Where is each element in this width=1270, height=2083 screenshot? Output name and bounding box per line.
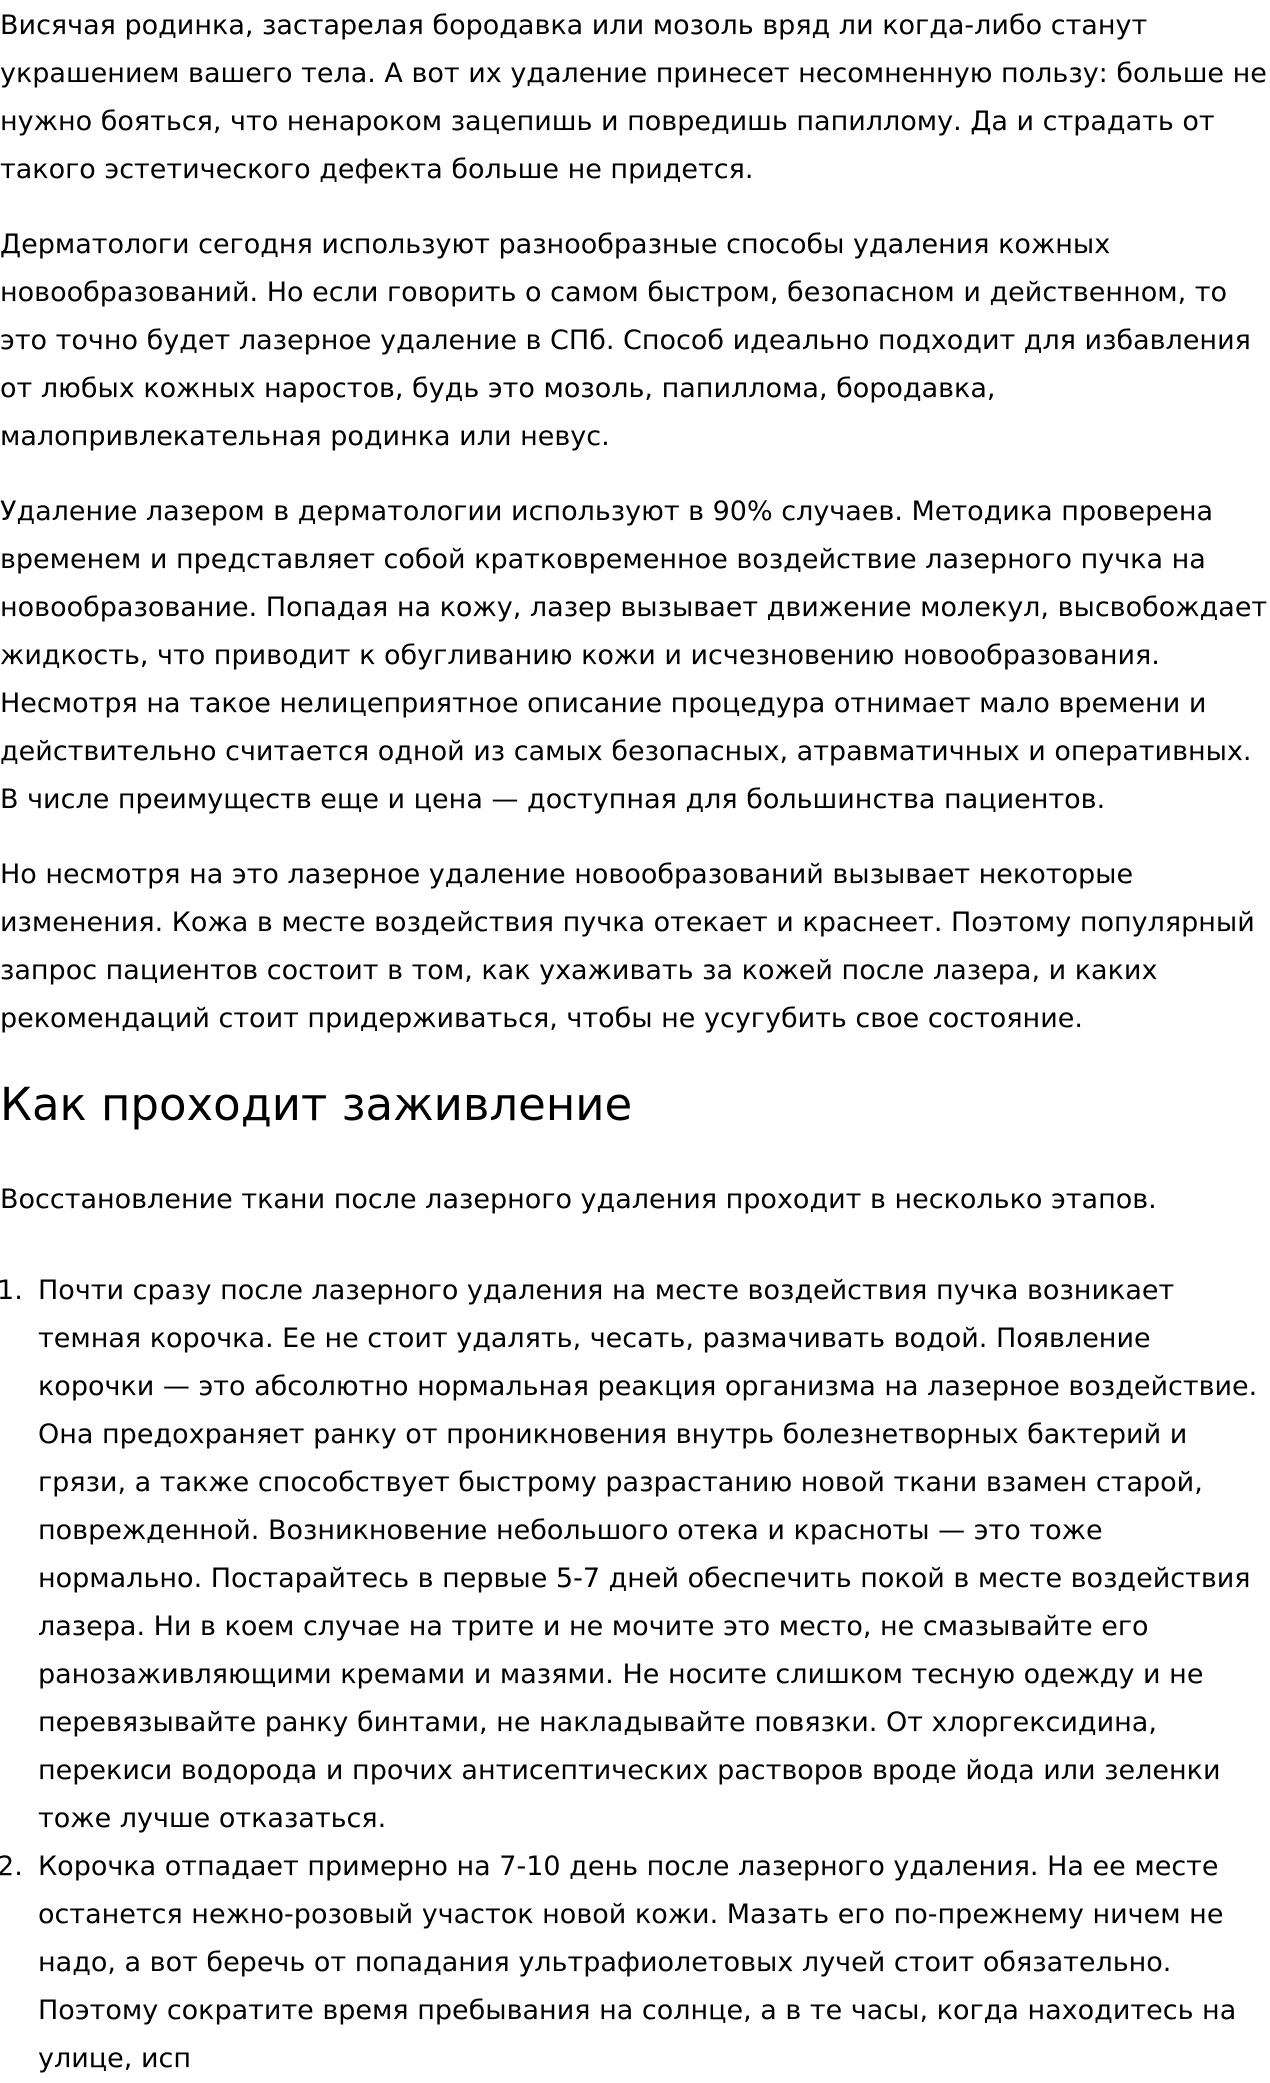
intro-paragraph-3: Удаление лазером в дерматологии используют в 90% случаев. Методика проверена временем и представляет собой кратковременное воздействие лазерного пучка на новообразование. Попадая на кожу, лазер вызывает движение молекул, высвобождает жидкость, что приводит к обугливанию кожи и исчезновению новообразования. Несмотря на такое нелицеприятное описание процедура отнимает мало времени и действительно считается одной из самых безопасных, атравматичных и оперативных. В числе преимуществ еще и цена — доступная для большинства пациентов. [0,496,1268,815]
section-heading-healing: Как проходит заживление [0,1078,633,1131]
healing-step-item: Почти сразу после лазерного удаления на месте воздействия пучка возникает темная корочка. Ее не стоит удалять, чесать, размачивать водой. Появление корочки — это абсолютно нормальная реакция организма на лазерное воздействие. Она предохраняет ранку от проникновения внутрь болезнетворных бактерий и грязи, а также способствует быстрому разрастанию новой ткани взамен старой, поврежденной. Возникновение небольшого отека и красноты — это тоже нормально. Постарайтесь в первые 5-7 дней обеспечить покой в месте воздействия лазера. Ни в коем случае на трите и не мочите это место, не смазывайте его ранозаживляющими кремами и мазями. Не носите слишком тесную одежду и не перевязывайте ранку бинтами, не накладывайте повязки. От хлоргексидина, перекиси водорода и прочих антисептических растворов вроде йода или зеленки тоже лучше отказаться. [38,1275,1258,1834]
healing-steps-list [0,1267,1270,2083]
healing-intro-paragraph: Восстановление ткани после лазерного удаления проходит в несколько этапов. [0,1184,1157,1215]
intro-paragraph-4: Но несмотря на это лазерное удаление новообразований вызывает некоторые изменения. Кожа в месте воздействия пучка отекает и краснеет. Поэтому популярный запрос пациентов состоит в том, как ухаживать за кожей после лазера, и каких рекомендаций стоит придерживаться, чтобы не усугубить свое состояние. [0,859,1255,1034]
healing-step-item: Корочка отпадает примерно на 7-10 день после лазерного удаления. На ее месте останется нежно-розовый участок новой кожи. Мазать его по-прежнему ничем не надо, а вот беречь от попадания ультрафиолетовых лучей стоит обязательно. Поэтому сократите время пребывания на солнце, а в те часы, когда находитесь на улице, исп [38,1851,1237,2074]
intro-paragraph-2: Дерматологи сегодня используют разнообразные способы удаления кожных новообразований. Но если говорить о самом быстром, безопасном и действенном, то это точно будет лазерное удаление в СПб. Способ идеально подходит для избавления от любых кожных наростов, будь это мозоль, папиллома, бородавка, малопривлекательная родинка или невус. [0,229,1251,452]
intro-paragraph-1: Висячая родинка, застарелая бородавка или мозоль вряд ли когда-либо станут украшением вашего тела. А вот их удаление принесет несомненную пользу: больше не нужно бояться, что ненароком зацепишь и повредишь папиллому. Да и страдать от такого эстетического дефекта больше не придется. [0,10,1267,185]
